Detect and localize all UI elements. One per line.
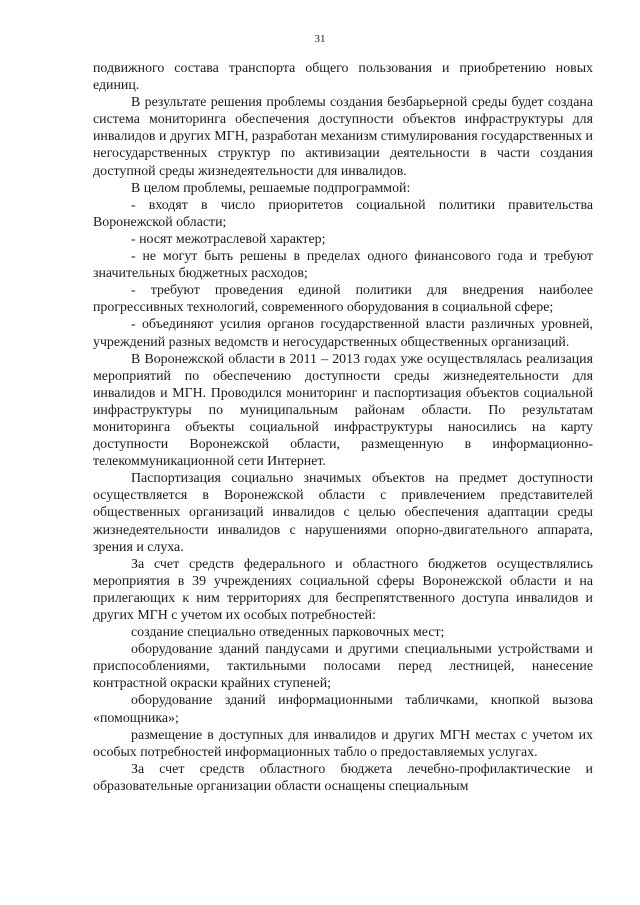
paragraph: Паспортизация социально значимых объектов на предмет доступности осуществляется в Воронежской области с привлечением представителей общественных организаций инвалидов с целью обеспечения адаптации среды жизнедеятельности инвалидов с нарушениями опорно-двигательного аппарата, зрения и слуха. [93,471,593,555]
list-item: размещение в доступных для инвалидов и других МГН местах с учетом их особых потребностей информационных табло о предоставляемых услугах. [93,727,593,760]
paragraph: подвижного состава транспорта общего пользования и приобретению новых единиц. [93,61,593,94]
list-item: - требуют проведения единой политики для внедрения наиболее прогрессивных технологий, современного оборудования в социальной сфере; [93,283,593,316]
paragraph: В Воронежской области в 2011 – 2013 годах уже осуществлялась реализация мероприятий по обеспечению доступности среды жизнедеятельности для инвалидов и МГН. Проводился мониторинг и паспортизация объектов социальной инфраструктуры по муниципальным районам области. По результатам мониторинга объекты социальной инфраструктуры наносились на карту доступности Воронежской области, размещенную в информационно-телекоммуникационной сети Интернет. [93,351,593,470]
paragraph: В целом проблемы, решаемые подпрограммой: [131,180,411,196]
paragraph: За счет средств областного бюджета лечебно-профилактические и образовательные организации области оснащены специальным [93,761,593,794]
list-item: - носят межотраслевой характер; [131,231,326,247]
list-item: - входят в число приоритетов социальной политики правительства Воронежской области; [93,197,593,230]
list-item: - объединяют усилия органов государственной власти различных уровней, учреждений разных ведомств и негосударственных общественных организаций. [93,317,593,350]
list-item: оборудование зданий пандусами и другими специальными устройствами и приспособлениями, тактильными полосами перед лестницей, нанесение контрастной окраски крайних ступеней; [93,642,593,692]
list-item: - не могут быть решены в пределах одного финансового года и требуют значительных бюджетных расходов; [93,249,593,282]
paragraph: За счет средств федерального и областного бюджетов осуществлялись мероприятия в 39 учреждениях социальной сферы Воронежской области и на прилегающих к ним территориях для беспрепятственного доступа инвалидов и других МГН с учетом их особых потребностей: [93,556,593,623]
document-body [93,60,593,795]
list-item: оборудование зданий информационными табличками, кнопкой вызова «помощника»; [93,693,593,726]
paragraph: В результате решения проблемы создания безбарьерной среды будет создана система мониторинга обеспечения доступности объектов инфраструктуры для инвалидов и других МГН, разработан механизм стимулирования государственных и негосударственных структур по активизации деятельности в части создания доступной среды жизнедеятельности для инвалидов. [93,95,593,179]
list-item: создание специально отведенных парковочных мест; [131,625,445,641]
page-number: 31 [314,33,326,45]
